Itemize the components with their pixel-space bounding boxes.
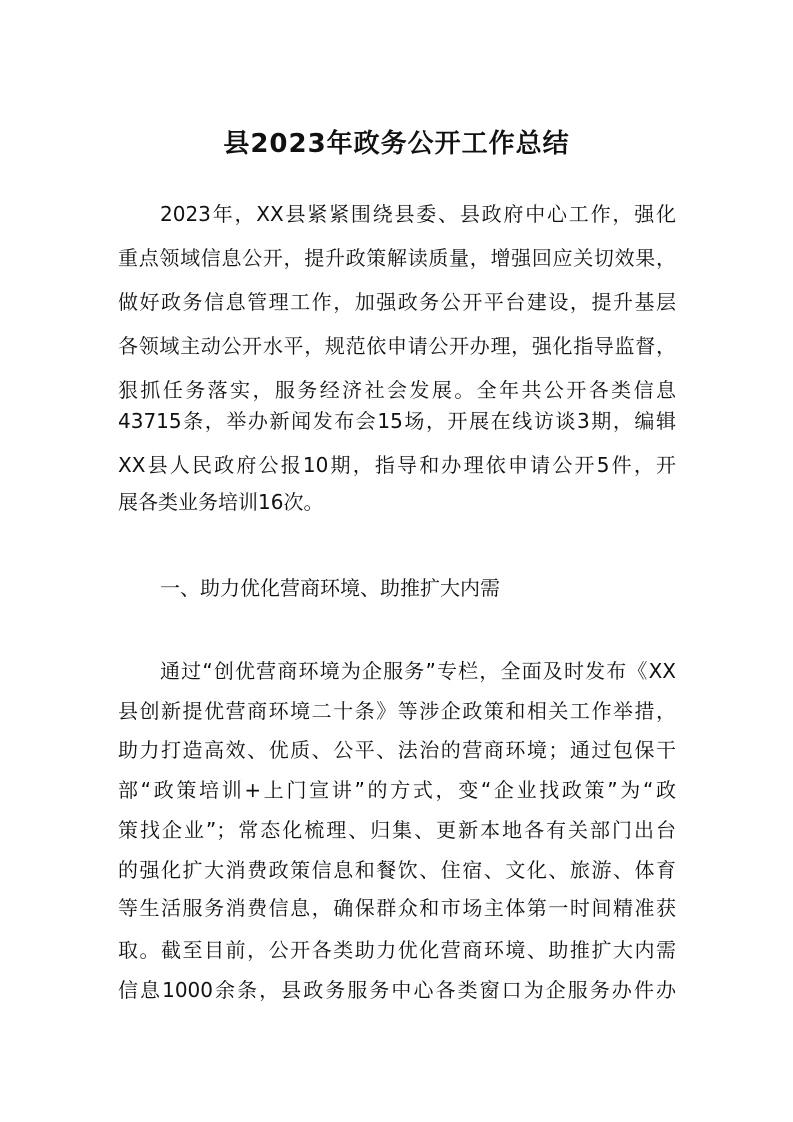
paragraph-1-line-7: XX县人民政府公报10期，指导和办理依申请公开5件，开 [118, 453, 676, 477]
paragraph-1-line-5: 狠抓任务落实，服务经济社会发展。全年共公开各类信息 [118, 378, 676, 402]
paragraph-2-line-4: 部“政策培训+上门宣讲”的方式，变“企业找政策”为“政 [118, 778, 676, 802]
paragraph-2-line-2: 县创新提优营商环境二十条》等涉企政策和相关工作举措， [118, 699, 676, 723]
paragraph-2-line-9: 信息1000余条，县政务服务中心各类窗口为企服务办件办 [118, 978, 676, 1002]
paragraph-2-line-3: 助力打造高效、优质、公平、法治的营商环境；通过包保干 [118, 738, 676, 762]
document-title: 县2023年政务公开工作总结 [223, 129, 570, 159]
paragraph-1-line-3: 做好政务信息管理工作，加强政务公开平台建设，提升基层 [118, 290, 676, 314]
paragraph-2-line-7: 等生活服务消费信息，确保群众和市场主体第一时间精准获 [118, 896, 676, 920]
paragraph-1-line-4: 各领域主动公开水平，规范依申请公开办理，强化指导监督， [118, 334, 676, 358]
paragraph-2-line-5: 策找企业”；常态化梳理、归集、更新本地各有关部门出台 [118, 818, 676, 842]
paragraph-1-line-1: 2023年，XX县紧紧围绕县委、县政府中心工作，强化 [160, 202, 676, 226]
paragraph-1-line-8: 展各类业务培训16次。 [118, 490, 324, 514]
paragraph-2-line-1: 通过“创优营商环境为企服务”专栏，全面及时发布《XX [160, 659, 676, 683]
section-heading-1: 一、助力优化营商环境、助推扩大内需 [160, 576, 500, 600]
paragraph-2-line-6: 的强化扩大消费政策信息和餐饮、住宿、文化、旅游、体育 [118, 858, 676, 882]
paragraph-1-line-2: 重点领域信息公开，提升政策解读质量，增强回应关切效果， [118, 246, 676, 270]
paragraph-2-line-8: 取。截至目前，公开各类助力优化营商环境、助推扩大内需 [118, 938, 676, 962]
paragraph-1-line-6: 43715条，举办新闻发布会15场，开展在线访谈3期，编辑 [118, 409, 676, 433]
